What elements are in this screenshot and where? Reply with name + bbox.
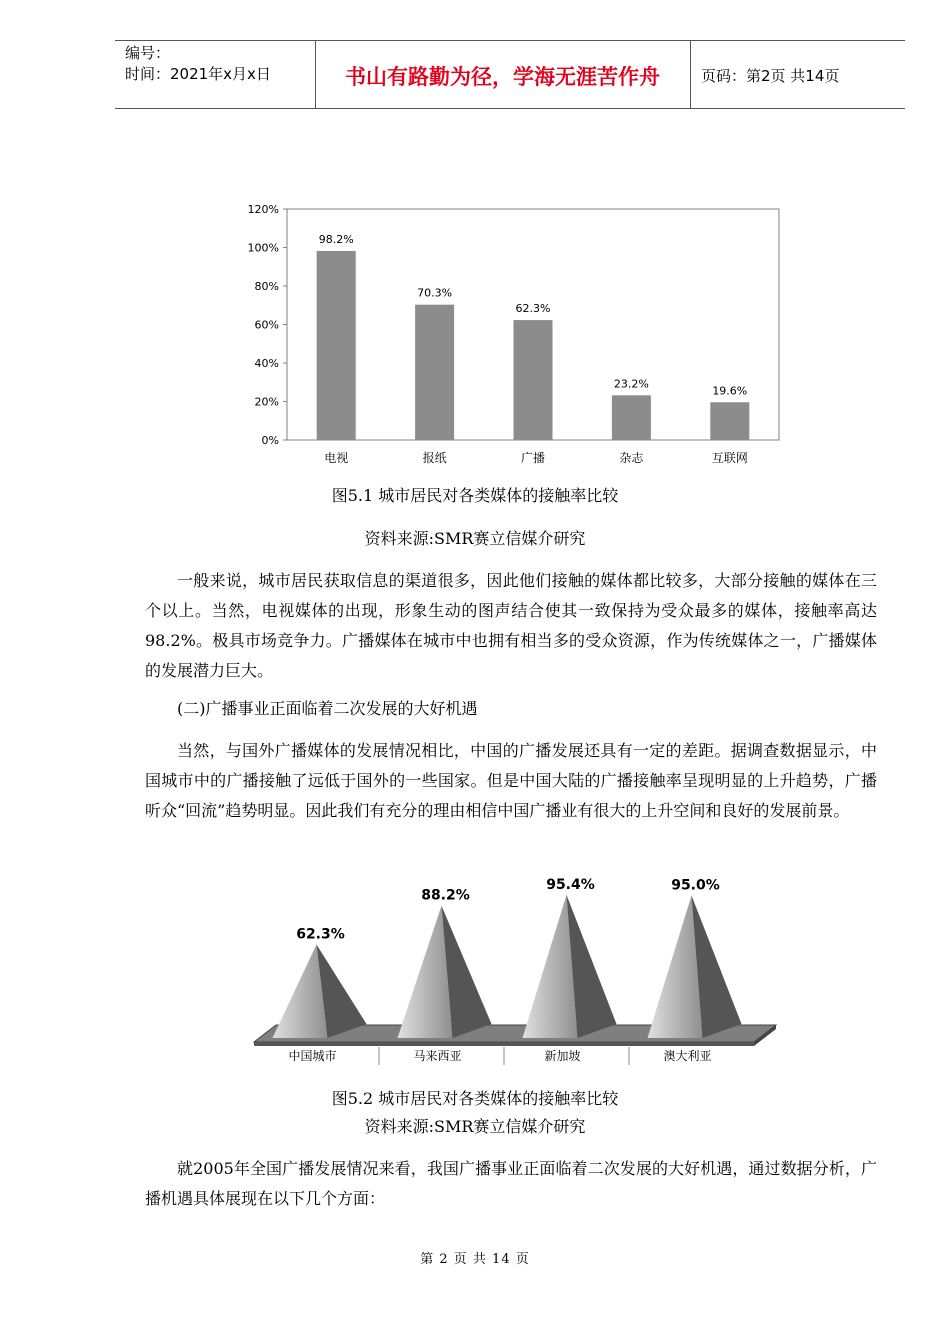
y-tick-label: 60% [254,318,279,332]
bar [710,402,749,440]
bar-value-label: 23.2% [613,377,649,391]
figure2-source: 资料来源:SMR赛立信媒介研究 [364,1117,586,1136]
bar [317,251,356,440]
pyramid-value-label: 88.2% [421,887,470,904]
figure2-caption: 图5.2 城市居民对各类媒体的接触率比较 [331,1089,619,1108]
x-category-label: 报纸 [422,451,447,465]
bar-value-label: 62.3% [515,302,551,316]
x-category-label: 广播 [520,451,546,465]
figure1-source: 资料来源:SMR赛立信媒介研究 [364,529,586,548]
y-tick-label: 0% [261,434,279,447]
header-number-label: 编号： [125,44,171,62]
country-comparison-pyramid-chart [240,875,800,1075]
paragraph-4: 就2005年全国广播发展情况来看，我国广播事业正面临着二次发展的大好机遇，通过数据分析，广播机遇具体展现在以下几个方面： [145,1159,877,1208]
bar-value-label: 19.6% [712,384,748,398]
y-tick-label: 20% [254,395,279,409]
header-divider [690,41,691,108]
pyramid [398,906,492,1038]
pyramid-value-label: 62.3% [296,926,345,943]
header-meta [125,43,271,85]
x-category-label: 马来西亚 [413,1049,462,1063]
bar-value-label: 70.3% [417,286,453,300]
bar [612,395,651,440]
y-tick-label: 80% [254,280,279,293]
pyramid-value-label: 95.4% [546,876,595,893]
page-header [115,40,905,109]
header-page-info: 页码：第2页 共14页 [701,67,840,85]
figure1-caption: 图5.1 城市居民对各类媒体的接触率比较 [331,486,619,505]
pyramid [523,895,617,1038]
bar [415,305,454,440]
chart-floor-edge [254,1042,754,1046]
bar-value-label: 98.2% [318,232,354,246]
pyramid [273,945,367,1038]
pyramid-value-label: 95.0% [671,877,720,894]
y-tick-label: 40% [254,357,279,370]
header-motto: 书山有路勤为径，学海无涯苦作舟 [345,65,660,89]
x-category-label: 杂志 [619,451,644,465]
header-time-label: 时间：2021年x月x日 [125,65,271,83]
x-category-label: 电视 [324,451,349,465]
x-category-label: 互联网 [711,451,748,465]
y-tick-label: 100% [247,241,279,255]
page-footer: 第 2 页 共 14 页 [420,1252,530,1267]
x-category-label: 新加坡 [544,1049,581,1063]
paragraph-2-heading: (二)广播事业正面临着二次发展的大好机遇 [177,699,478,718]
bar [514,320,553,440]
paragraph-1: 一般来说，城市居民获取信息的渠道很多，因此他们接触的媒体都比较多，大部分接触的媒体在三个以上。当然，电视媒体的出现，形象生动的图声结合使其一致保持为受众最多的媒体，接触率高达98.2%。极具市场竞争力。广播媒体在城市中也拥有相当多的受众资源，作为传统媒体之一，广播媒体的发展潜力巨大。 [145,571,877,680]
x-category-label: 澳大利亚 [663,1049,712,1063]
pyramid [648,896,742,1039]
media-contact-rate-bar-chart [240,196,800,481]
x-category-label: 中国城市 [288,1049,337,1063]
y-tick-label: 120% [247,203,279,216]
paragraph-3: 当然，与国外广播媒体的发展情况相比，中国的广播发展还具有一定的差距。据调查数据显示，中国城市中的广播接触了远低于国外的一些国家。但是中国大陆的广播接触率呈现明显的上升趋势，广播听众“回流”趋势明显。因此我们有充分的理由相信中国广播业有很大的上升空间和良好的发展前景。 [145,741,877,820]
